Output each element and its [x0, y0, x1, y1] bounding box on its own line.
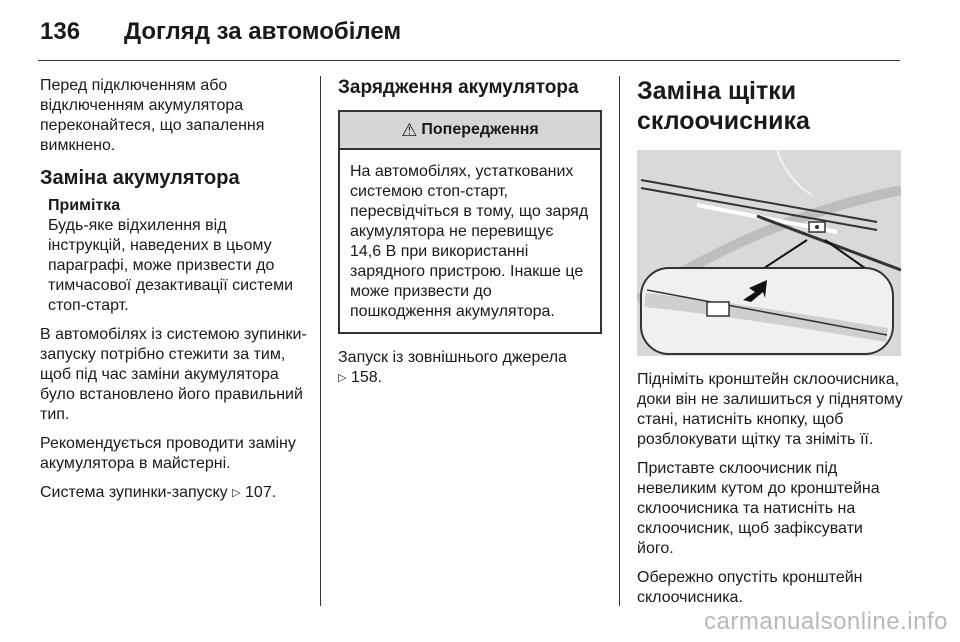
triangle-right-icon: ▷: [338, 372, 347, 384]
reference-page-link[interactable]: 158.: [350, 369, 383, 386]
workshop-paragraph: Рекомендується проводити заміну акумулятора в майстерні.: [40, 435, 296, 472]
page-header: [40, 14, 900, 50]
column-battery-replacement: [40, 76, 312, 512]
attach-blade-paragraph: Приставте склоочисник під невеликим кутом до кронштейна склоочисника та натисніть на склоочисник, щоб зафіксувати його.: [637, 460, 880, 557]
header-rule: [38, 60, 900, 61]
stop-start-reference: [40, 483, 312, 503]
column-battery-charging: [338, 76, 606, 397]
intro-paragraph: Перед підключенням або відключенням акумулятора переконайтеся, що запалення вимкнено.: [40, 77, 265, 154]
warning-body: На автомобілях, устаткованих системою стоп-старт, пересвідчіться в тому, що заряд акумулятора не перевищує 14,6 В при використанні зарядного пристрою. Інакше це може призвести до пошкодження акумулятора.: [350, 163, 589, 320]
triangle-right-icon: ▷: [232, 487, 241, 499]
reference-text: Система зупинки-запуску: [40, 484, 228, 501]
wiper-blade-heading: Заміна щітки склоочисника: [637, 77, 810, 135]
battery-charging-heading: Зарядження акумулятора: [338, 77, 579, 98]
page-number: 136: [40, 18, 81, 45]
note-block: [40, 196, 312, 316]
warning-triangle-icon: ⚠: [401, 120, 418, 140]
note-body: Будь-яке відхилення від інструкцій, наведених в цьому параграфі, може призвести до тимчасової дезактивації системи стоп-старт.: [48, 217, 293, 314]
warning-box: [338, 110, 602, 334]
wiper-blade-illustration: [637, 150, 901, 356]
battery-replacement-heading: Заміна акумулятора: [40, 167, 240, 189]
reference-page-link[interactable]: 107.: [245, 484, 277, 501]
lower-arm-paragraph: Обережно опустіть кронштейн склоочисника.: [637, 569, 863, 606]
wiper-illustration-graphic: [637, 150, 901, 356]
note-title: Примітка: [48, 197, 121, 214]
column-wiper-blade: [637, 76, 907, 617]
chapter-title: Догляд за автомобілем: [124, 18, 402, 45]
jump-start-reference: [338, 348, 606, 388]
remove-blade-paragraph: Підніміть кронштейн склоочисника, доки він не залишиться у піднятому стані, натисніть кнопку, щоб розблокувати щітку та зніміть її.: [637, 371, 903, 448]
watermark: carmanualsonline.info: [704, 608, 948, 635]
column-divider: [320, 76, 321, 606]
warning-header: [340, 112, 600, 150]
warning-title: Попередження: [421, 121, 539, 138]
reference-text: Запуск із зовнішнього джерела: [338, 349, 567, 366]
battery-type-paragraph: В автомобілях із системою зупинки- запуску потрібно стежити за тим, щоб під час заміни акумулятора було встановлено його правильний тип.: [40, 326, 307, 423]
column-divider: [619, 76, 620, 606]
